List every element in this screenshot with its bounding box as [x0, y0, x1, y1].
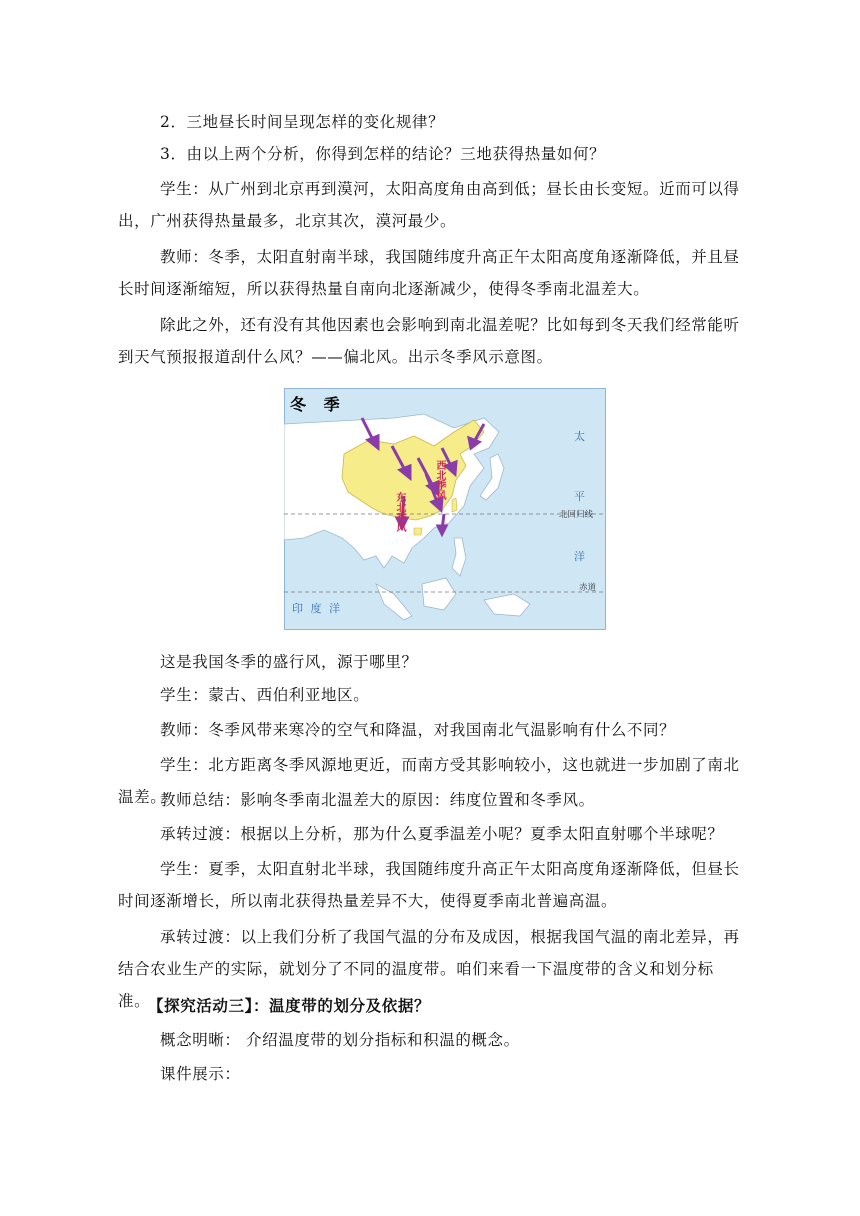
paragraph-transition-1: 承转过渡：根据以上分析，那为什么夏季温差小呢？夏季太阳直射哪个半球呢？ [160, 825, 724, 843]
map-taiwan [452, 498, 457, 512]
pacific-label-2: 平 [574, 490, 585, 503]
paragraph-activity-three-heading: 【探究活动三】：温度带的划分及依据？ [148, 996, 431, 1015]
map-title: 冬 季 [290, 395, 346, 414]
paragraph-concept-clarification: 概念明晰： 介绍温度带的划分指标和积温的概念。 [160, 1031, 520, 1049]
paragraph-teacher-summary: 教师总结：影响冬季南北温差大的原因：纬度位置和冬季风。 [160, 791, 595, 809]
paragraph-student-answer-2: 学生：蒙古、西伯利亚地区。 [160, 686, 370, 704]
northwest-monsoon-label: 西北季风 [434, 460, 445, 500]
indian-ocean-label: 印 度 洋 [292, 602, 342, 615]
paragraph-question-source: 这是我国冬季的盛行风，源于哪里？ [160, 653, 418, 671]
paragraph-teacher-2: 教师：冬季风带来寒冷的空气和降温，对我国南北气温影响有什么不同？ [160, 721, 676, 739]
paragraph-question-2: 2．三地昼长时间呈现怎样的变化规律？ [160, 113, 445, 131]
paragraph-student-answer-1: 学生：从广州到北京再到漠河，太阳高度角由高到低；昼长由长变短。近而可以得出，广州获得热量最多，北京其次，漠河最少。 [118, 180, 740, 230]
paragraph-student-answer-4: 学生：夏季，太阳直射北半球，我国随纬度升高正午太阳高度角逐渐降低，但昼长时间逐渐增长，所以南北获得热量差异不大，使得夏季南北普遍高温。 [118, 860, 740, 910]
paragraph-student-answer-3: 学生：北方距离冬季风源地更近，而南方受其影响较小，这也就进一步加剧了南北温差。 [118, 756, 740, 806]
northeast-monsoon-label: 东北季风 [394, 492, 405, 532]
paragraph-question-3: 3．由以上两个分析，你得到怎样的结论？三地获得热量如何？ [160, 145, 606, 163]
paragraph-transition-2: 承转过渡：以上我们分析了我国气温的分布及成因，根据我国气温的南北差异，再结合农业生产的实际，就划分了不同的温度带。咱们来看一下温度带的含义和划分标准。 [118, 928, 740, 1010]
paragraph-courseware-display: 课件展示： [160, 1065, 241, 1083]
map-hainan [414, 528, 422, 535]
winter-monsoon-map [284, 388, 606, 630]
paragraph-winter-wind-intro: 除此之外，还有没有其他因素也会影响到南北温差呢？比如每到冬天我们经常能听到天气预报报道刮什么风？——偏北风。出示冬季风示意图。 [118, 316, 740, 366]
paragraph-teacher-1: 教师：冬季，太阳直射南半球，我国随纬度升高正午太阳高度角逐渐降低，并且昼长时间逐渐缩短，所以获得热量自南向北逐渐减少，使得冬季南北温差大。 [118, 248, 740, 298]
map-canvas [284, 388, 606, 630]
pacific-label-1: 太 [574, 430, 585, 443]
pacific-label-3: 洋 [574, 550, 585, 563]
tropic-of-cancer-label: 北回归线 [559, 510, 594, 520]
equator-label: 赤道 [579, 583, 597, 593]
